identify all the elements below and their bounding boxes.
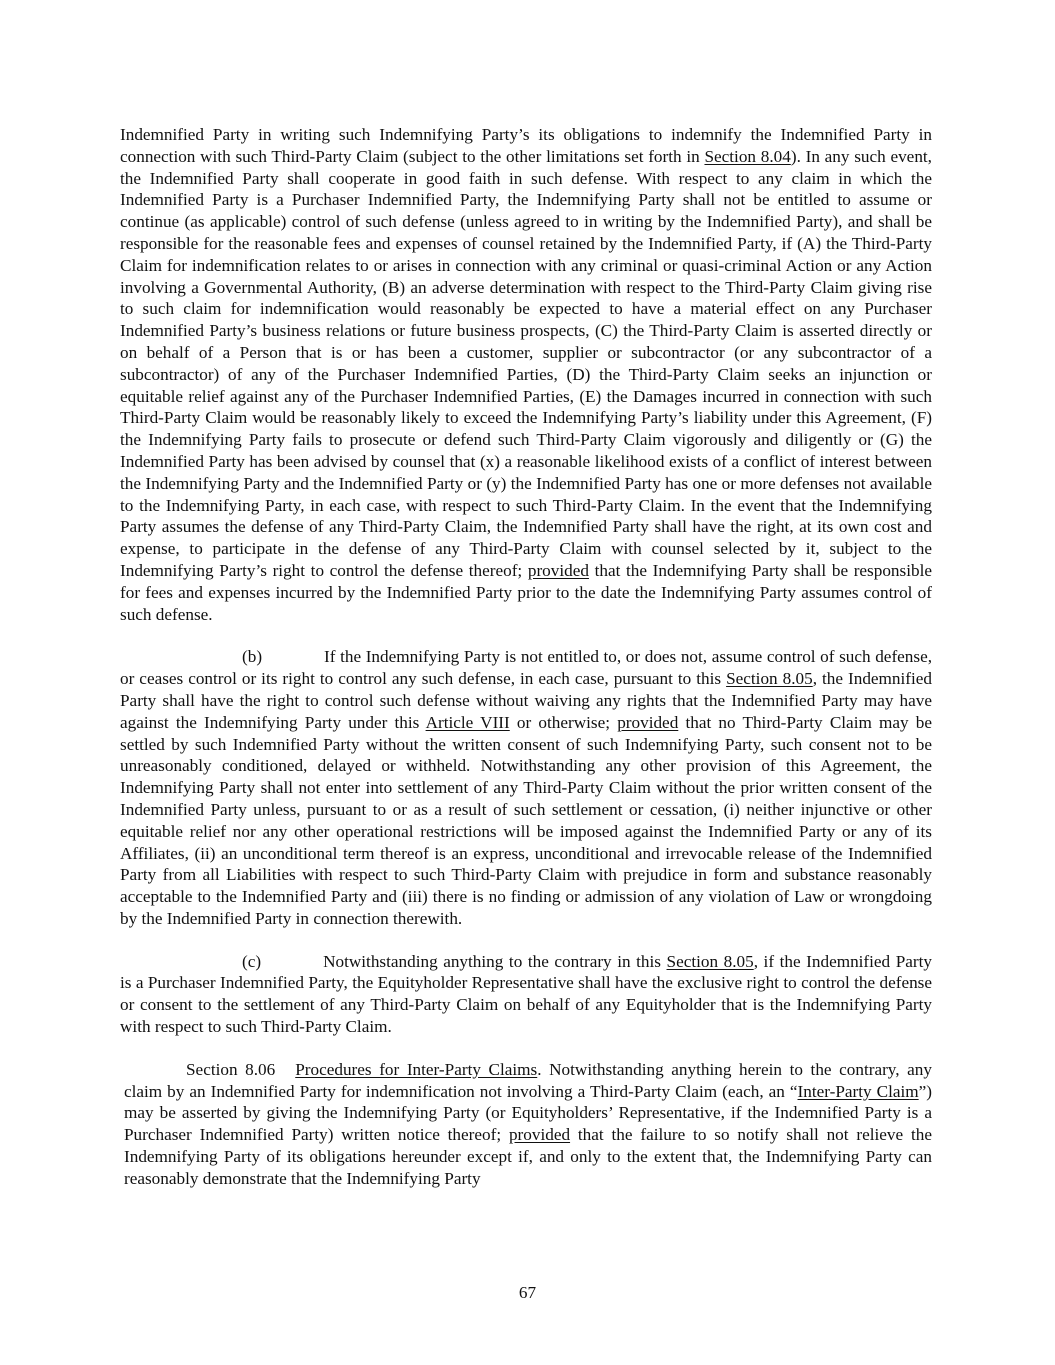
section-8-04-reference: Section 8.04 [704,146,791,166]
section-8-06-text-3: that the failure to so notify shall not relieve the Indemnifying Party of its obligations hereunder except if, and only to the extent that, the Indemnifying Party can reasonably demonstrate that the Indemnifying Party [124,1125,932,1188]
paragraph-b-text-3: or otherwise; [509,712,618,732]
paragraph-b [120,646,932,929]
paragraph-a-text-1: Indemnified Party in writing such Indemnifying Party’s its obligations to indemnify the Indemnified Party in connection with such Third-Party Claim (subject to the other limitations set forth in [120,125,932,166]
section-number: Section 8.06 [186,1059,276,1079]
article-viii-reference: Article VIII [425,712,510,732]
section-8-05-reference: Section 8.05 [726,669,813,689]
provided-term: provided [617,712,679,732]
section-8-05-reference: Section 8.05 [666,951,754,971]
inter-party-claim-term: Inter-Party Claim [797,1081,919,1101]
section-8-06-text-1: . Notwithstanding anything herein to the contrary, any claim by an Indemnified Party for indemnification not involving a Third-Party Claim (each, an “ [124,1059,932,1101]
section-8-06-text-2: ”) may be asserted by giving the Indemnifying Party (or Equityholders’ Representative, if the Indemnified Party is a Purchaser Indemnified Party) written notice thereof; [124,1081,932,1145]
paragraph-b-label: (b) [242,647,263,667]
page-number: 67 [518,1283,537,1302]
provided-term: provided [508,1125,571,1145]
paragraph-b-text-1: If the Indemnifying Party is not entitled to, or does not, assume control of such defense, or ceases control or its right to control any such defense, in each case, pursuant to this [120,647,932,689]
paragraph-a [120,124,932,625]
paragraph-c-text-2: , if the Indemnified Party is a Purchaser Indemnified Party, the Equityholder Representative shall have the exclusive right to control the defense or consent to the settlement of any Third-Party Claim on behalf of any Equityholder that is the Indemnifying Party with respect to such Third-Party Claim. [120,951,932,1037]
document-body [120,124,932,1211]
paragraph-b-text-4: that no Third-Party Claim may be settled by such Indemnified Party without the written consent of such Indemnifying Party, such consent not to be unreasonably conditioned, delayed or withheld. Notwithstanding any other provision of this Agreement, the Indemnifying Party shall not enter into settlement of any Third-Party Claim without the prior written consent of the Indemnified Party unless, pursuant to or as a result of such settlement or cessation, (i) neither injunctive or other equitable relief nor any other operational restrictions will be imposed against the Indemnified Party or any of its Affiliates, (ii) an unconditional term thereof is an express, unconditional and irrevocable release of the Indemnified Party from all Liabilities with respect to such Third-Party Claim with prejudice in form and substance reasonably acceptable to the Indemnified Party and (iii) there is no finding or admission of any violation of Law or wrongdoing by the Indemnified Party in connection therewith. [120,712,932,928]
provided-term: provided [527,560,589,580]
paragraph-a-text-2: ). In any such event, the Indemnified Party shall cooperate in good faith in such defense. With respect to any claim in which the Indemnified Party is a Purchaser Indemnified Party, the Indemnifying Party shall not be entitled to assume or continue (as applicable) control of such defense (unless agreed to in writing by the Indemnified Party), and shall be responsible for the reasonable fees and expenses of counsel retained by the Indemnified Party, if (A) the Third-Party Claim for indemnification relates to or arises in connection with any criminal or quasi-criminal Action or any Action involving a Governmental Authority, (B) an adverse determination with respect to the Third-Party Claim giving rise to such claim for indemnification would reasonably be expected to have a material effect on any Purchaser Indemnified Party’s business relations or future business prospects, (C) the Third-Party Claim is asserted directly or on behalf of a Person that is or has been a customer, supplier or subcontractor (or any subcontractor of a subcontractor) of any of the Purchaser Indemnified Parties, (D) the Third-Party Claim seeks an injunction or equitable relief against any of the Purchaser Indemnified Parties, (E) the Damages incurred in connection with such Third-Party Claim would be reasonably likely to exceed the Indemnifying Party’s liability under this Agreement, (F) the Indemnifying Party fails to prosecute or defend such Third-Party Claim vigorously and diligently or (G) the Indemnified Party has been advised by counsel that (x) a reasonable likelihood exists of a conflict of interest between the Indemnifying Party and the Indemnified Party or (y) the Indemnified Party has one or more defenses not available to the Indemnifying Party, in each case, with respect to such Third-Party Claim. In the event that the Indemnifying Party assumes the defense of any Third-Party Claim, the Indemnified Party shall have the right, at its own cost and expense, to participate in the defense of any Third-Party Claim with counsel selected by it, subject to the Indemnifying Party’s right to control the defense thereof; [120,146,932,580]
paragraph-c [120,951,932,1038]
section-heading: Procedures for Inter-Party Claims [295,1059,538,1079]
paragraph-c-text-1: Notwithstanding anything to the contrary in this [323,951,667,971]
paragraph-b-text-2: , the Indemnified Party shall have the right to control such defense without waiving any rights that the Indemnified Party may have against the Indemnifying Party under this [120,669,932,732]
paragraph-c-label: (c) [242,951,262,971]
paragraph-a-text-3: that the Indemnifying Party shall be responsible for fees and expenses incurred by the Indemnified Party prior to the date the Indemnifying Party assumes control of such defense. [120,560,932,624]
section-8-06 [120,1059,932,1190]
